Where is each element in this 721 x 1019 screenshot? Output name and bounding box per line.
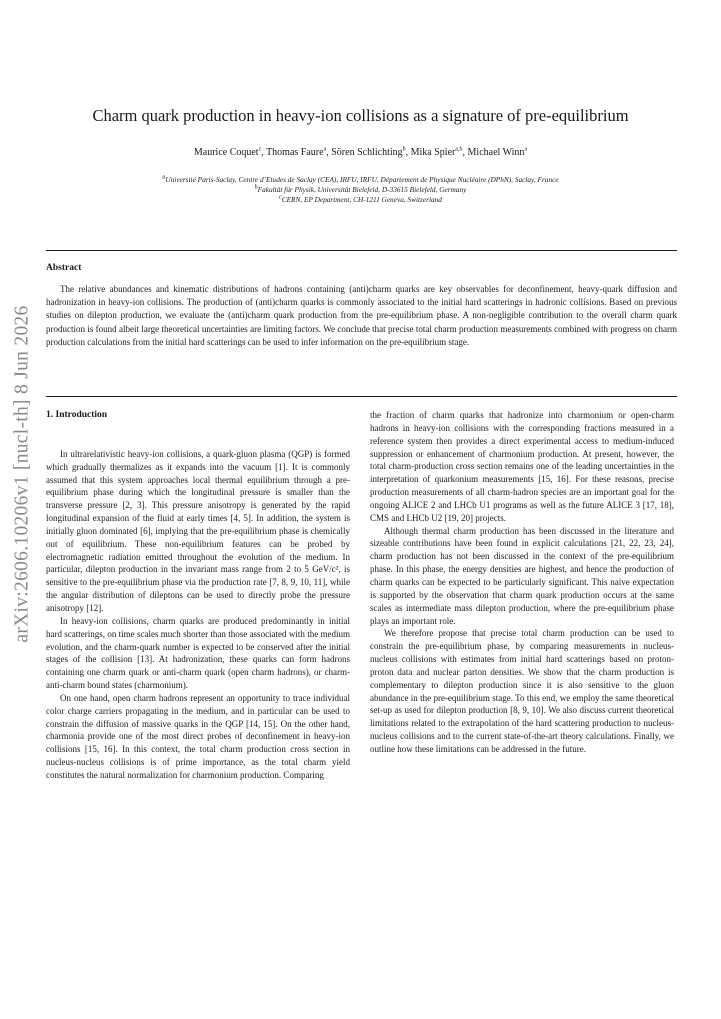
affiliation: $^b$Fakultät für Physik, Universität Bielefeld, D-33615 Bielefeld, Germany [254,184,467,194]
abstract-text: The relative abundances and kinematic distributions of hadrons containing (anti)charm quarks are key observables for deconfinement, heavy-quark diffusion and hadronization in heavy-ion collisions. The production of (anti)charm quarks is commonly associated to the initial hard scatterings in hadronic collisions. Based on previous studies on dilepton production, we evaluate the (anti)charm quark production from the pre-equilibrium phase. A non-negligible contribution to the overall charm quark production is found albeit large theoretical uncertainties are limiting factors. We conclude that precise total charm production measurements combined with progress on charm production calculations from the initial hard scatterings can be used to infer information on the pre-equilibrium stage. [46,284,677,347]
abstract-heading: Abstract [46,263,82,273]
arxiv-identifier-text: arXiv:2606.10206v1 [nucl-th] 8 Jun 2026 [12,305,34,643]
author: Thomas Faure$^a$, [266,146,332,158]
author-list [0,147,721,158]
author: Mika Spier$^{a,b}$, [410,146,468,158]
section-heading-introduction: 1. Introduction [46,410,108,420]
abstract-bottom-rule [46,396,677,397]
right-column [370,409,674,756]
paragraph: We therefore propose that precise total charm production can be used to constrain the pre-equilibrium phase, by comparing measurements in nucleus-nucleus collisions with estimates from initial hard scatterings based on proton-proton data and nuclear parton densities. We show that the charm production is complementary to dilepton production since it is also sensitive to the gluon abundance in the pre-equilibrium stage. To this end, we employ the same theoretical set-up as used for dilepton production [8, 9, 10]. We also discuss current theoretical limitations related to the extrapolation of the hard scattering production to nucleus-nucleus collisions and to the current state-of-the-art theory calculations. Finally, we outline how these limitations can be addressed in the future. [370,628,674,754]
paragraph: In ultrarelativistic heavy-ion collisions, a quark-gluon plasma (QGP) is formed which gradually thermalizes as it expands into the vacuum [1]. It is commonly assumed that this system approaches local thermal equilibrium through a pre-equilibrium phase during which the longitudinal pressure is smaller than the transverse pressure [2, 3]. This pressure anisotropy is generated by the rapid longitudinal expansion of the fluid at early times [4, 5]. In addition, the system is initially gluon dominated [6], implying that the pre-equilibrium phase is chemically out of equilibrium. These non-equilibrium features can be probed by electromagnetic radiation emitted throughout the evolution of the medium. In particular, dilepton production in the invariant mass range from 2 to 5 GeV/c², is sensitive to the pre-equilibrium phase via the production rate [7, 8, 9, 10, 11], while the angular distribution of dileptons can be used to directly probe the pressure anisotropy [12]. [46,448,350,613]
author: Michael Winn$^a$ [467,146,528,158]
left-column [46,409,350,782]
paper-title: Charm quark production in heavy-ion collisions as a signature of pre-equilibrium [92,106,629,125]
paragraph: In heavy-ion collisions, charm quarks are produced predominantly in initial hard scatterings, on time scales much shorter than those associated with the medium evolution, and the charm-quark number is expected to be conserved after the initial stages of the collision [13]. At hadronization, these quarks can form hadrons containing one charm quark or anti-charm quark (open charm hadrons), or charm-anti-charm bound states (charmonium). [46,615,350,691]
paragraph: Although thermal charm production has been discussed in the literature and sizeable contributions have been found in explicit calculations [21, 22, 23, 24], charm production has not been discussed in the context of the pre-equilibrium phase. In this phase, the energy densities are highest, and hence the production of charm quarks can be expected to be particularly significant. This naive expectation is supported by the observation that charm quark production occurs at the same scales as intermediate mass dilepton production, where the pre-equilibrium phase plays an important role. [370,525,674,626]
author: Sören Schlichting$^b$, [331,146,411,158]
paragraph: the fraction of charm quarks that hadronize into charmonium or open-charm hadrons in heavy-ion collisions with the corresponding fractions measured in a reference system then provides a direct experimental access to medium-induced suppression or enhancement of charmonium production. At present, however, the total charm-production cross section remains one of the leading uncertainties in the interpretation of quarkonium measurements [15, 16]. For these reasons, precise production measurements of all charm-hadron species are an important goal for the ongoing ALICE 2 and LHCb U1 programs as well as the future ALICE 3 [17, 18], CMS and LHCb U2 [19, 20] projects. [370,410,674,523]
author: Maurice Coquet$^c$, [193,146,267,158]
paragraph: On one hand, open charm hadrons represent an opportunity to trace individual color charge carriers propagating in the medium, and in particular can be used to constrain the diffusion of massive quarks in the QGP [14, 15]. On the other hand, charmonia provide one of the most direct probes of deconfinement in heavy-ion collisions [15, 16]. In this context, the total charm production cross section in nucleus-nucleus collisions is of prime importance, as the total charm yield constitutes the natural normalization for charmonium production. Comparing [46,692,350,780]
affiliation: $^c$CERN, EP Department, CH-1211 Geneva, Switzerland [279,194,442,204]
arxiv-identifier-stamp [3,298,43,650]
affiliation: $^a$Université Paris-Saclay, Centre d’Etudes de Saclay (CEA), IRFU, IRFU, Département de Physique Nucléaire (DPhN), Saclay, France [162,174,559,184]
abstract-top-rule [46,250,677,251]
